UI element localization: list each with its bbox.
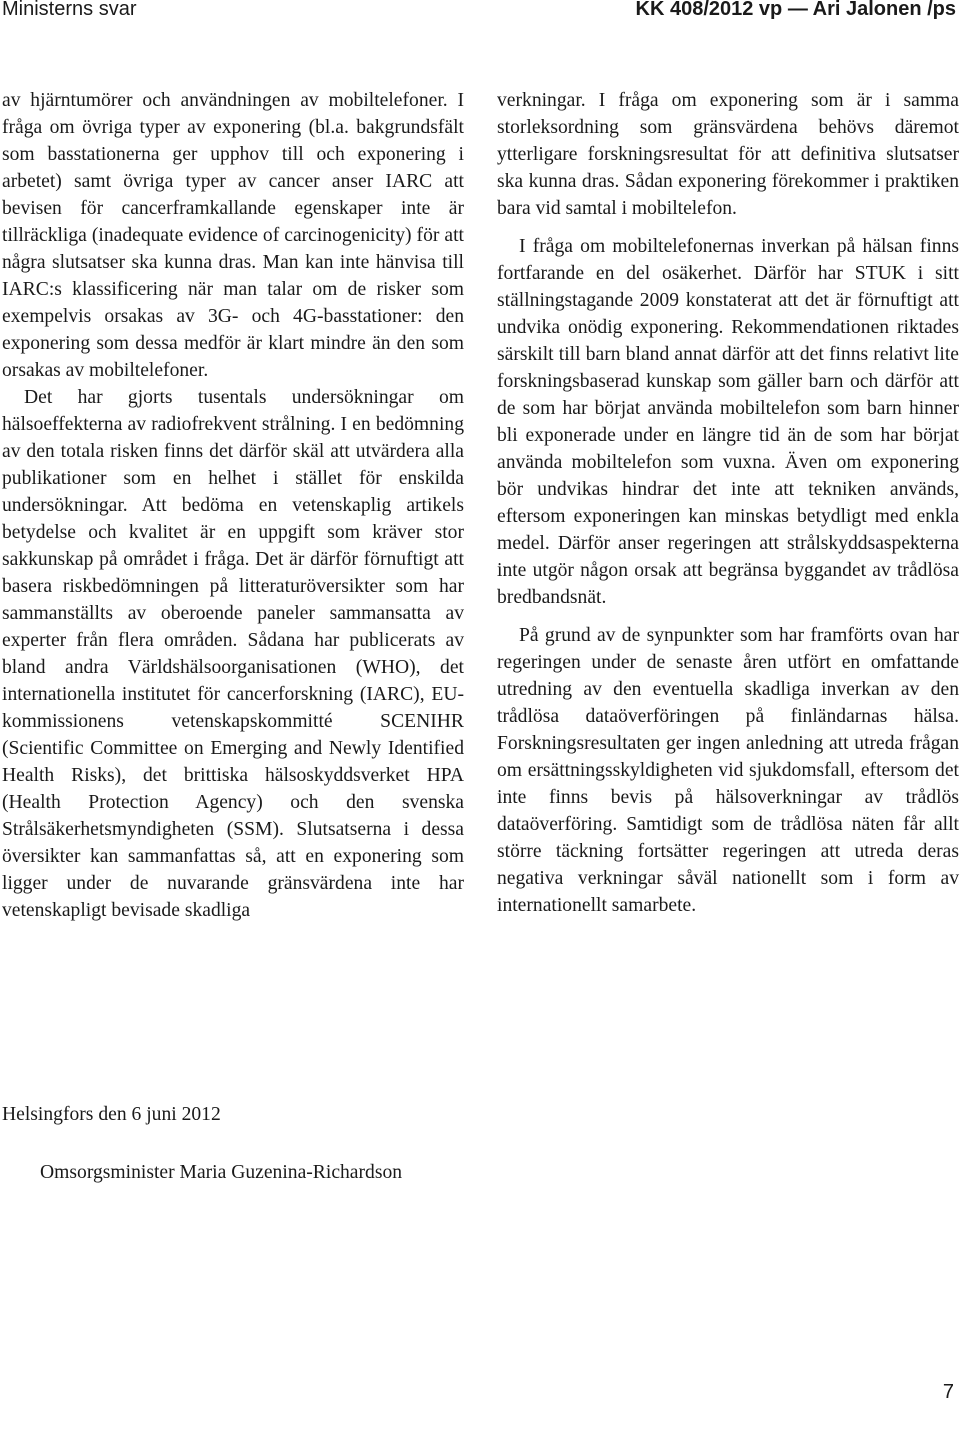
page-header	[0, 0, 960, 26]
paragraph: Det har gjorts tusentals undersökningar om hälsoeffekterna av radiofrekvent strålning. I en bedömning av den totala risken finns det därför skäl att utvärdera alla publikationer som en helhet i stället för enskilda undersökningar. Att bedöma en vetenskaplig artikels betydelse och kvalitet är en uppgift som kräver stor sakkunskap på området i fråga. Det är därför förnuftigt att basera riskbedömningen på litteraturöversikter som har sammanställts av oberoende paneler sammansatta av experter från flera områden. Sådana har publicerats av bland andra Världshälsoorganisationen (WHO), det internationella institutet för cancerforskning (IARC), EU-kommissionens vetenskapskommitté SCENIHR (Scientific Committee on Emerging and Newly Identified Health Risks), det brittiska hälsoskyddsverket HPA (Health Protection Agency) och den svenska Strålsäkerhetsmyndigheten (SSM). Slutsatserna i dessa översikter kan sammanfattas så, att en exponering som ligger under de nuvarande gränsvärdena inte har vetenskapligt bevisade skadliga	[2, 387, 464, 921]
signature-line: Omsorgsminister Maria Guzenina-Richardson	[40, 1162, 403, 1183]
header-section-title: Ministerns svar	[2, 0, 137, 20]
left-column	[2, 87, 464, 924]
header-document-reference: KK 408/2012 vp — Ari Jalonen /ps	[635, 0, 956, 20]
place-and-date: Helsingfors den 6 juni 2012	[2, 1104, 221, 1125]
right-column	[497, 87, 959, 919]
paragraph: verkningar. I fråga om exponering som är i samma storleksordning som gränsvärdena behövs däremot ytterligare forskningsresultat för att definitiva slutsatser ska kunna dras. Sådan exponering förekommer i praktiken bara vid samtal i mobiltelefon.	[497, 90, 959, 219]
paragraph: I fråga om mobiltelefonernas inverkan på hälsan finns fortfarande en del osäkerhet. Därför har STUK i sitt ställningstagande 2009 konstaterat att det är förnuftigt att undvika onödig exponering. Rekommendationen riktades särskilt till barn bland annat därför att det finns relativt lite forskningsbaserad kunskap som gäller barn och därför att de som har börjat använda mobiltelefon som barn hinner bli exponerade under en längre tid än de som har börjat använda mobiltelefon som vuxna. Även om exponering bör undvikas hindrar det inte att tekniken används, eftersom exponeringen kan minskas betydligt med enkla medel. Därför anser regeringen att strålskyddsaspekterna inte utgör någon orsak att begränsa byggandet av trådlösa bredbandsnät.	[497, 236, 959, 608]
page-number: 7	[942, 1381, 954, 1403]
paragraph: På grund av de synpunkter som har framförts ovan har regeringen under de senaste åren utfört en omfattande utredning av den eventuella skadliga inverkan av den trådlösa dataöverföringen på finländarnas hälsa. Forskningsresultaten ger ingen anledning att utreda frågan om ersättningsskyldigheten vid sjukdomsfall, eftersom det inte finns bevis på hälsoverkningar av trådlös dataöverföring. Samtidigt som de trådlösa näten får allt större täckning fortsätter regeringen att utreda deras negativa verkningar såväl nationellt som i form av internationellt samarbete.	[497, 625, 959, 916]
paragraph: av hjärntumörer och användningen av mobiltelefoner. I fråga om övriga typer av exponering (bl.a. bakgrundsfält som basstationerna ger upphov till och exponering i arbetet) samt övriga typer av cancer anser IARC att bevisen för cancerframkallande egenskaper inte är tillräckliga (inadequate evidence of carcinogenicity) för att några slutsatser ska kunna dras. Man kan inte hänvisa till IARC:s klassificering när man talar om de risker som exempelvis orsakas av 3G- och 4G-basstationer: den exponering som dessa medför är klart mindre än den som orsakas av mobiltelefoner.	[2, 90, 464, 381]
